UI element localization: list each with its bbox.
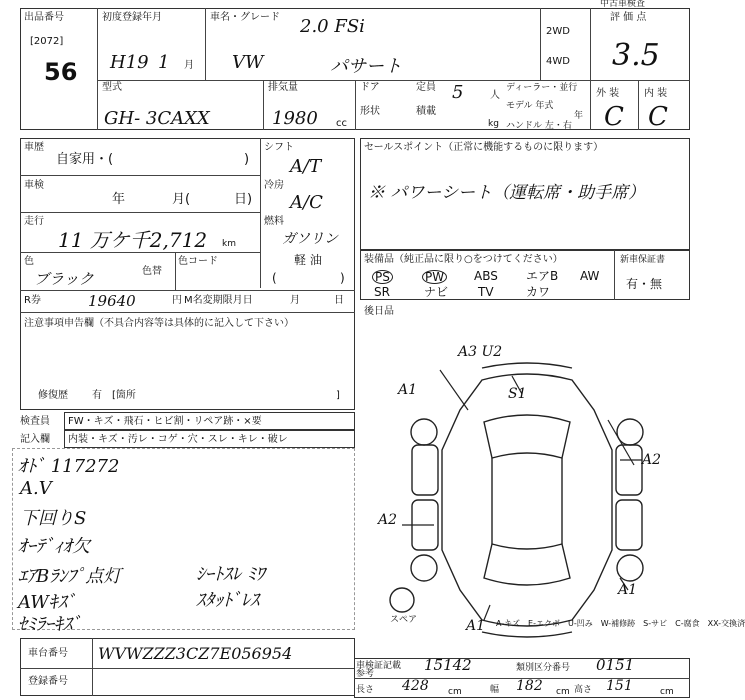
exterior-grade: C [604, 102, 624, 132]
shaken-label: 車検 [24, 180, 44, 191]
spec-label: cm [556, 687, 570, 697]
first-reg-month: 1 [158, 52, 170, 73]
mileage-label: 走行 [24, 216, 44, 227]
equip-pw: PW [422, 270, 447, 284]
equipment-label: 装備品（純正品に限り○をつけてください） [364, 254, 563, 265]
repair-label: 修復歴 [38, 390, 68, 401]
left-door-front [412, 445, 438, 495]
color-value: ブラック [34, 270, 94, 288]
spec-label: 長さ [356, 685, 375, 695]
mileage-unit: km [222, 239, 236, 249]
spec-label: 幅 [490, 685, 500, 695]
note-line: ｴｱBﾗﾝﾌﾟ点灯 [18, 566, 122, 587]
lot-no-label: 出品番号 [24, 12, 64, 23]
car-body-outline [442, 374, 612, 626]
model-name-value: パサート [330, 56, 402, 77]
note-line: 下回りS [20, 508, 87, 529]
recycle-unit: 円 [172, 295, 182, 306]
lot-tag: [2072] [30, 36, 64, 47]
score-label: 評 価 点 [610, 12, 647, 23]
expiry-day: 日 [334, 295, 344, 306]
spec-value: 15142 [424, 656, 472, 674]
divider [638, 80, 639, 130]
divider [20, 212, 260, 213]
ac-value: A/C [290, 192, 323, 213]
displacement-label: 排気量 [268, 82, 298, 93]
first-reg-label: 初度登録年月 [102, 12, 162, 23]
score-value: 3.5 [612, 38, 660, 73]
displacement-unit: cc [336, 118, 347, 129]
right-door-front [616, 445, 642, 495]
year-unit: 年 [574, 111, 584, 121]
equip-aw: AW [580, 269, 600, 283]
dealer-label: ディーラー・並行 [506, 83, 578, 93]
displacement-value: 1980 [272, 108, 318, 129]
divider [355, 80, 356, 130]
interior-grade: C [648, 102, 668, 132]
spec-label: cm [448, 687, 462, 697]
capacity-label: 定員 [416, 82, 436, 93]
expiry-month: 月 [290, 295, 300, 306]
divider [540, 8, 541, 80]
equip-sr: SR [374, 285, 390, 299]
spare-label: スペア [390, 615, 418, 625]
spec-value: 428 [402, 678, 429, 694]
shift-label: シフト [264, 142, 294, 153]
damage-mark: A1 [398, 382, 418, 398]
equip-airbag: エアB [526, 269, 559, 283]
inspector-items: FW・キズ・飛石・ヒビ割・リペア跡・×要 [68, 416, 262, 427]
right-door-rear [616, 500, 642, 550]
spec-label: 車検証記載 [356, 661, 402, 671]
history-close: ) [244, 152, 250, 167]
vin-label: 車台番号 [28, 648, 68, 659]
divider [97, 8, 98, 130]
new-warranty-label: 新車保証書 [620, 255, 666, 265]
equip-ps: PS [372, 270, 393, 284]
legend: A-キズ E-エクボ U-凹み W-補修跡 S-サビ C-腐食 XX-交換済 [496, 619, 745, 628]
rear-window [484, 544, 570, 585]
divider [175, 252, 176, 290]
grade-value: 2.0 FSi [300, 16, 365, 37]
fuel-paren-close: ) [340, 271, 345, 285]
later-items-label: 後日品 [364, 306, 394, 317]
divider [20, 175, 260, 176]
equip-navi: ナビ [424, 285, 449, 299]
history-value: 自家用・( [56, 152, 114, 167]
lot-number: 56 [44, 58, 78, 86]
repair-place: [箇所 [112, 390, 136, 401]
spec-value: 182 [516, 678, 543, 694]
maker-value: VW [232, 52, 264, 73]
windshield [484, 415, 570, 458]
interior-label: 内 装 [644, 88, 668, 99]
expiry-label: M名変期限月日 [184, 295, 253, 306]
notice-label: 注意事項申告欄（不具合内容等は具体的に記入して下さい） [24, 318, 294, 329]
note-line-right: ｼｰﾄｽﾚ ﾐﾜ [196, 564, 265, 585]
fuel-label: 燃料 [264, 216, 284, 227]
damage-mark: A2 [378, 512, 398, 528]
damage-mark: S1 [508, 386, 527, 402]
shaken-month: 月( [172, 192, 191, 207]
divider [20, 668, 355, 669]
divider [20, 290, 355, 291]
wheel [617, 555, 643, 581]
note-line: AWｷｽﾞ [18, 592, 76, 613]
fuel-value: ガソリン [282, 231, 338, 247]
damage-mark: A2 [642, 452, 662, 468]
fuel-alt: 軽 油 [294, 253, 322, 267]
spec-value: 0151 [596, 656, 635, 674]
wheel [411, 555, 437, 581]
sales-label: セールスポイント（正常に機能するものに限ります） [364, 142, 604, 153]
front-bumper [482, 363, 572, 368]
roof-line [492, 458, 562, 544]
spec-label: cm [660, 687, 674, 697]
spec-label: 参考 [356, 669, 375, 679]
shape-label: 形状 [360, 106, 380, 117]
vin-value: WVWZZZ3CZ7E056954 [98, 644, 293, 663]
fuel-paren-open: ( [272, 271, 277, 285]
type-label: 型式 [102, 82, 122, 93]
shaken-year: 年 [112, 192, 126, 207]
model-year-label: モデル 年式 [506, 101, 554, 111]
damage-mark: A1 [618, 582, 638, 598]
repaint-label: 色替 [142, 266, 162, 277]
car-damage-diagram [372, 350, 682, 650]
repair-close: ] [336, 390, 340, 401]
shaken-day: 日) [234, 192, 253, 207]
equip-tv: TV [478, 285, 494, 299]
shift-value: A/T [290, 156, 322, 177]
inspector-label: 検査員 [20, 416, 50, 427]
wheel [617, 419, 643, 445]
first-reg-value: H19 [110, 52, 149, 73]
mileage-value: 11 万ケ千2,712 [58, 228, 208, 252]
record-label: 記入欄 [20, 434, 50, 445]
drive-2wd: 2WD [546, 26, 570, 37]
note-line: ｵｰﾃﾞｨｵ欠 [18, 536, 90, 557]
load-label: 積載 [416, 106, 436, 117]
type-value: GH- 3CAXX [104, 108, 210, 129]
drive-4wd: 4WD [546, 56, 570, 67]
month-unit: 月 [184, 60, 194, 71]
capacity-value: 5 [452, 82, 464, 103]
wheel [411, 419, 437, 445]
damage-mark: A1 [466, 618, 486, 634]
note-line: ｵﾄﾞ 117272 [18, 456, 120, 477]
divider [614, 250, 615, 300]
record-items: 内装・キズ・汚レ・コゲ・穴・スレ・キレ・破レ [68, 434, 288, 445]
color-label: 色 [24, 256, 34, 267]
ref-label: 類別区分番号 [516, 663, 571, 673]
note-line-right: ｽﾀｯﾄﾞﾚｽ [196, 590, 259, 611]
divider [590, 8, 591, 130]
equip-abs: ABS [474, 269, 498, 283]
car-name-label: 車名・グレード [210, 12, 280, 23]
note-line: ｾﾐﾗｰｷｽﾞ [18, 614, 81, 635]
equip-leather: カワ [526, 285, 551, 299]
top-right-fragment: 中古車検査 [600, 0, 646, 9]
divider [92, 638, 93, 696]
divider [205, 8, 206, 80]
divider [97, 80, 690, 81]
warranty-value: 有・無 [626, 277, 663, 291]
exterior-label: 外 装 [596, 88, 620, 99]
damage-mark: A3 U2 [458, 344, 503, 360]
reg-label: 登録番号 [28, 676, 68, 687]
capacity-unit: 人 [490, 90, 500, 101]
repair-value: 有 [92, 390, 102, 401]
handle-label: ハンドル 左・右 [506, 121, 572, 131]
recycle-label: R券 [24, 295, 41, 306]
rear-bumper [482, 632, 572, 637]
door-label: ドア [360, 82, 380, 93]
divider [263, 80, 264, 130]
ac-label: 冷房 [264, 180, 284, 191]
color-code-label: 色コード [178, 256, 218, 267]
spec-label: 高さ [574, 685, 593, 695]
divider [260, 138, 261, 288]
sales-value: ※ パワーシート（運転席・助手席） [368, 183, 646, 203]
divider [20, 312, 355, 313]
spare-wheel [390, 588, 414, 612]
note-line: A.V [20, 478, 52, 499]
spec-value: 151 [606, 678, 633, 694]
recycle-value: 19640 [88, 292, 136, 310]
load-unit: kg [488, 119, 499, 129]
history-label: 車歴 [24, 142, 44, 153]
